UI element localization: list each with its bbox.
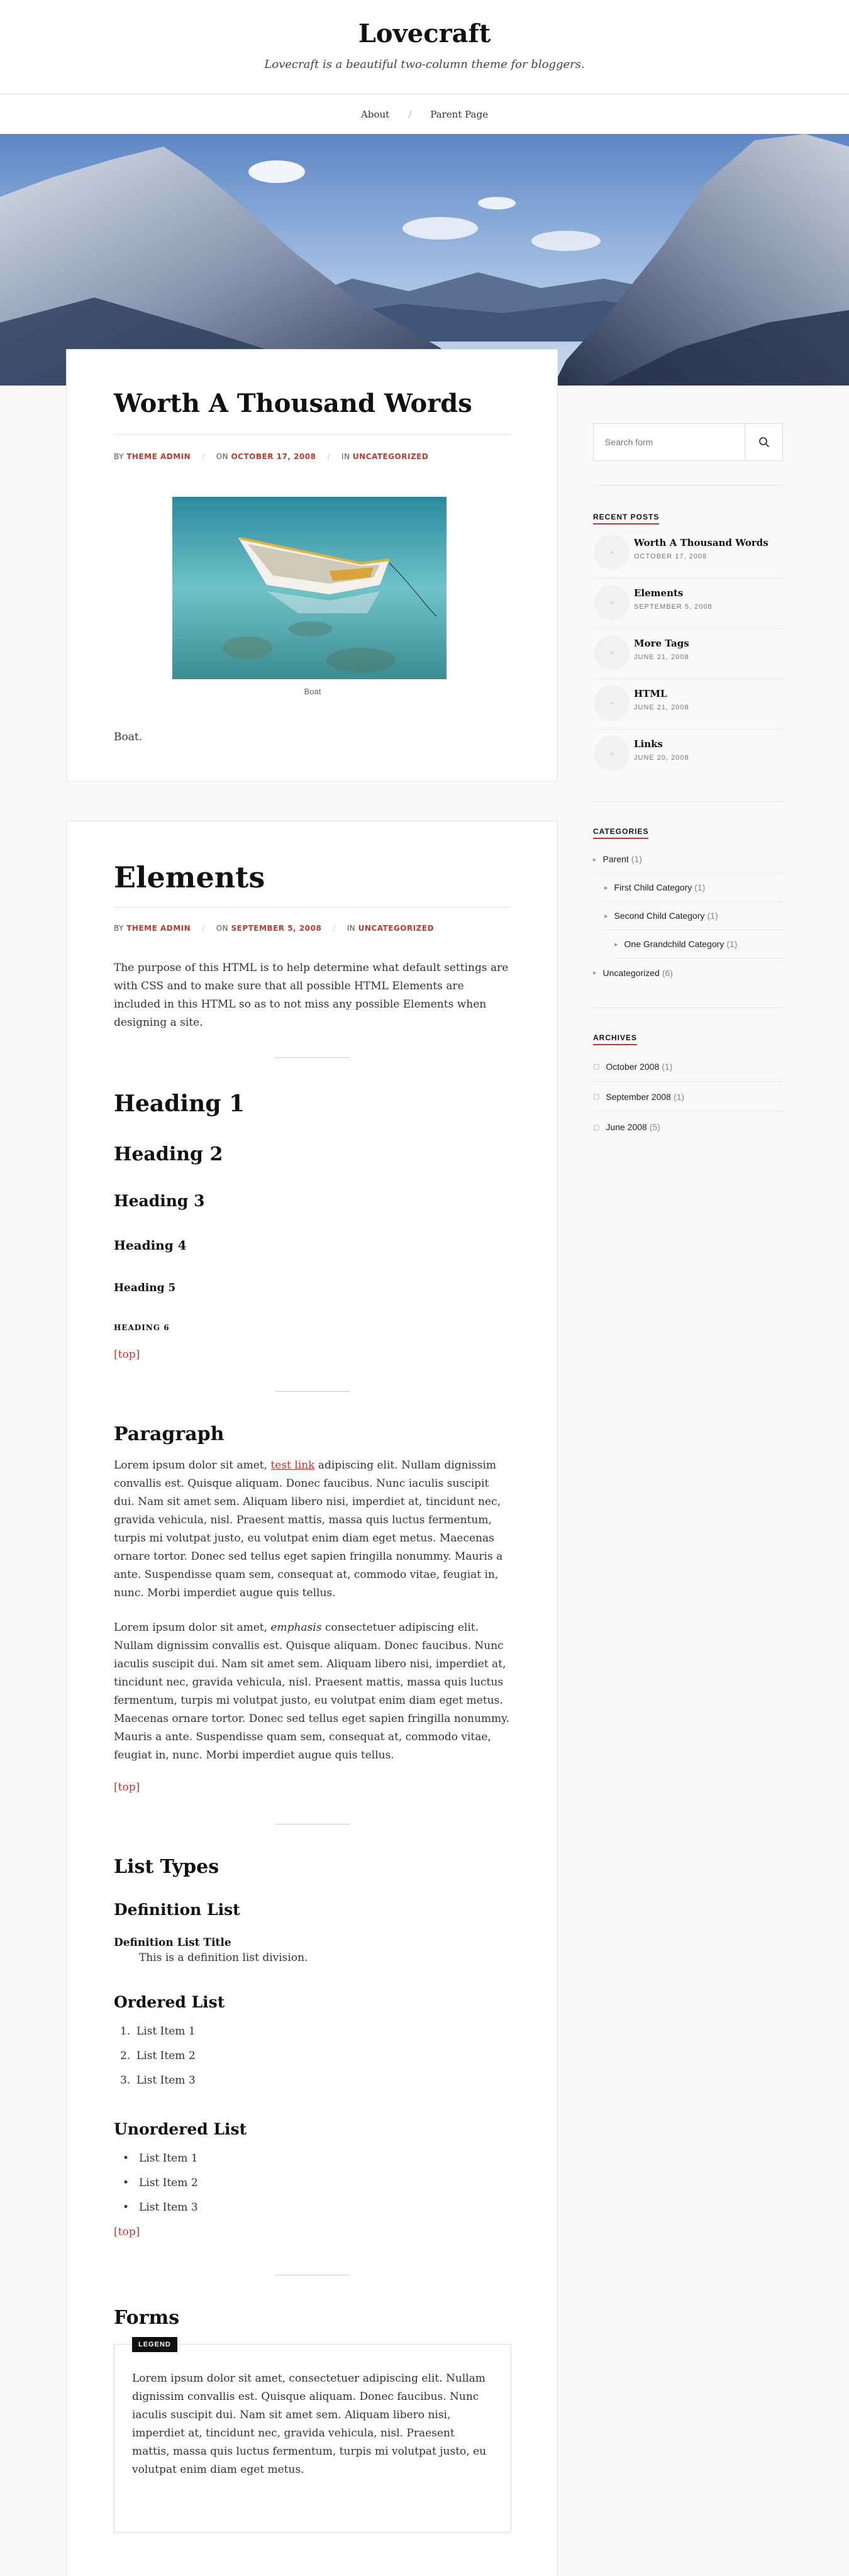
meta-in: IN [347,924,356,933]
list-item: List Item 2 [136,2050,196,2062]
recent-post-date: JUNE 20, 2008 [634,754,689,762]
recent-post-title[interactable]: Links [634,738,663,750]
recent-post-item[interactable] [593,629,783,679]
definition-description: This is a definition list division. [139,1951,308,1964]
title-divider [114,907,511,908]
category-item[interactable]: ▸ Second Child Category (1) [604,902,783,930]
definition-list-heading: Definition List [114,1901,240,1919]
paragraph-1: Lorem ipsum dolor sit amet, test link adipiscing elit. Nullam dignissim convallis est. Quisque aliquam. Donec faucibus. Nunc iaculis suscipit dui. Nam sit amet sem. Aliquam libero nisi, imperdiet at, tincidunt nec, gravida vehicula, nisl. Praesent mattis, massa quis luctus fermentum, turpis mi volutpat justo, eu volutpat enim diam eget metus. Maecenas ornare tortor. Donec sed tellus eget sapien fringilla nonummy. Mauris a ante. Suspendisse quam sem, consequat at, commodo vitae, feugiat in, nunc. Morbi imperdiet augue quis tellus. [114,1459,503,1599]
fieldset-paragraph: Lorem ipsum dolor sit amet, consectetuer adipiscing elit. Nullam dignissim convallis est. Quisque aliquam. Donec faucibus. Nunc iaculis suscipit dui. Nam sit amet sem. Aliquam libero nisi, imperdiet at, tincidunt nec, gravida vehicula, nisl. Praesent mattis, massa quis luctus fermentum, turpis mi volutpat justo, eu volutpat enim diam eget metus. [132,2372,487,2476]
ordered-list [114,2025,511,2099]
meta-on: ON [216,452,229,461]
thumbnail-placeholder-icon: ▫ [594,635,630,670]
folder-icon: ▸ [604,912,608,920]
definition-term: Definition List Title [114,1936,231,1949]
boat-image[interactable] [172,497,447,679]
thumbnail-placeholder-icon: ▫ [594,585,630,620]
calendar-icon: ▢ [593,1063,600,1070]
meta-category[interactable]: UNCATEGORIZED [358,924,435,933]
list-marker: 2. [120,2050,131,2062]
meta-date[interactable]: OCTOBER 17, 2008 [231,452,316,461]
thumbnail-placeholder-icon: ▫ [594,736,630,771]
recent-post-title[interactable]: More Tags [634,638,689,649]
recent-post-title[interactable]: Elements [634,587,684,599]
calendar-icon: ▢ [593,1093,600,1101]
recent-post-title[interactable]: HTML [634,688,667,699]
recent-post-item[interactable] [593,579,783,629]
meta-category[interactable]: UNCATEGORIZED [352,452,429,461]
recent-post-item[interactable] [593,679,783,730]
folder-icon: ▸ [593,855,597,863]
post-excerpt: Boat. [114,731,143,743]
title-divider [114,434,511,435]
nav-item-parent-page[interactable]: Parent Page [430,109,488,120]
category-item[interactable]: ▸ One Grandchild Category (1) [614,930,783,958]
unordered-list [114,2152,511,2226]
meta-in: IN [341,452,350,461]
intro-paragraph: The purpose of this HTML is to help determine what default settings are with CSS and to make sure that all possible HTML Elements are included in this HTML so as to not miss any possible Elements when designing a site. [114,962,509,1029]
archives-title: ARCHIVES [593,1032,637,1045]
category-item[interactable]: ▸ Uncategorized (6) [593,967,673,978]
recent-post-item[interactable] [593,730,783,780]
recent-post-date: SEPTEMBER 5, 2008 [634,603,713,611]
post-title[interactable]: Worth A Thousand Words [114,389,472,418]
recent-post-date: JUNE 21, 2008 [634,704,689,711]
post-meta [114,924,511,933]
folder-icon: ▸ [604,884,608,892]
list-item: List Item 2 [139,2177,198,2189]
mountain-landscape-image [0,134,849,386]
main-nav [0,95,849,134]
heading-4: Heading 4 [114,1238,187,1253]
recent-post-date: OCTOBER 17, 2008 [634,553,708,560]
recent-post-item[interactable] [593,528,783,579]
bullet-icon: • [123,2152,130,2165]
list-item: List Item 3 [139,2201,198,2214]
unordered-list-heading: Unordered List [114,2120,247,2138]
meta-slash: / [202,452,205,461]
site-title[interactable]: Lovecraft [358,19,491,48]
nav-separator: / [408,109,412,120]
recent-post-date: JUNE 21, 2008 [634,653,689,661]
heading-1: Heading 1 [114,1091,245,1117]
meta-slash: / [333,924,336,933]
meta-on: ON [216,924,229,933]
recent-post-title[interactable]: Worth A Thousand Words [634,537,769,548]
section-divider [275,1391,350,1392]
forms-heading: Forms [114,2307,180,2329]
meta-date[interactable]: SEPTEMBER 5, 2008 [231,924,322,933]
meta-author[interactable]: THEME ADMIN [126,924,191,933]
category-item[interactable]: ▸ First Child Category (1) [604,874,783,902]
ordered-list-heading: Ordered List [114,1993,225,2011]
top-link[interactable]: [top] [114,2226,140,2238]
archive-item[interactable]: ▢ September 2008 (1) [593,1082,783,1112]
recent-posts-title: RECENT POSTS [593,511,659,525]
search-input[interactable] [594,424,743,460]
heading-6: HEADING 6 [114,1323,170,1332]
calendar-icon: ▢ [593,1123,600,1131]
list-marker: 1. [120,2025,131,2038]
meta-by: BY [114,924,124,933]
post-meta [114,452,511,461]
sidebar-divider [593,801,783,802]
heading-2: Heading 2 [114,1143,223,1165]
archive-item[interactable]: ▢ October 2008 (1) [593,1052,783,1082]
post-title[interactable]: Elements [114,860,265,894]
test-link[interactable]: test link [270,1459,315,1472]
paragraph-2: Lorem ipsum dolor sit amet, emphasis consectetuer adipiscing elit. Nullam dignissim convallis est. Quisque aliquam. Donec faucibus. Nunc iaculis suscipit dui. Nam sit amet sem. Aliquam libero nisi, imperdiet at, tincidunt nec, gravida vehicula, nisl. Praesent mattis, massa quis luctus fermentum, turpis mi volutpat justo, eu volutpat enim diam eget metus. Maecenas ornare tortor. Donec sed tellus eget sapien fringilla nonummy. Mauris a ante. Suspendisse quam sem, consequat at, commodo vitae, feugiat in, nunc. Morbi imperdiet augue quis tellus. [114,1621,509,1762]
image-caption: Boat [304,687,321,696]
thumbnail-placeholder-icon: ▫ [594,686,630,721]
fieldset-legend: LEGEND [132,2337,177,2352]
post-worth-a-thousand-words [66,349,558,782]
archive-item[interactable]: ▢ June 2008 (5) [593,1122,660,1132]
bullet-icon: • [123,2201,130,2214]
boat-image-graphic [172,497,447,679]
nav-item-about[interactable]: About [361,109,390,120]
list-item: List Item 1 [136,2025,196,2038]
meta-by: BY [114,452,124,461]
search-icon [758,436,770,448]
search-button[interactable] [745,424,782,460]
meta-slash: / [327,452,331,461]
meta-slash: / [202,924,205,933]
sidebar-divider [593,485,783,486]
emphasis-text: emphasis [270,1621,322,1634]
thumbnail-placeholder-icon: ▫ [594,535,630,570]
heading-3: Heading 3 [114,1192,205,1210]
categories-title: CATEGORIES [593,826,648,839]
form-fieldset [114,2341,511,2533]
list-types-heading: List Types [114,1856,219,1878]
site-header [0,0,849,94]
hero-image [0,134,849,386]
top-link[interactable]: [top] [114,1348,140,1361]
list-item: List Item 3 [136,2074,196,2087]
bullet-icon: • [123,2177,130,2189]
heading-5: Heading 5 [114,1282,176,1294]
meta-author[interactable]: THEME ADMIN [126,452,191,461]
list-marker: 3. [120,2074,131,2087]
top-link[interactable]: [top] [114,1781,140,1794]
post-elements [66,821,558,2576]
list-item: List Item 1 [139,2152,198,2165]
section-divider [275,1057,350,1058]
site-description: Lovecraft is a beautiful two-column theme for bloggers. [264,58,585,71]
search-form [593,423,783,461]
folder-icon: ▸ [614,940,618,948]
category-item[interactable]: ▸ Parent (1) [593,845,783,874]
paragraph-heading: Paragraph [114,1423,225,1445]
folder-icon: ▸ [593,969,597,977]
